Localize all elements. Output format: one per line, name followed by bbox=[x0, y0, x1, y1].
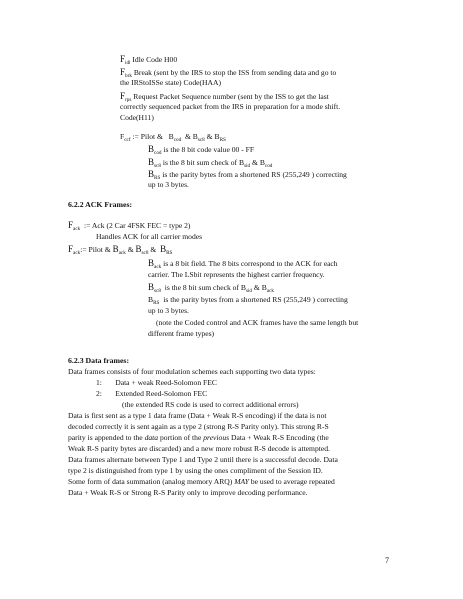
data-type-2: 2: Extended Reed-Solomon FEC bbox=[96, 389, 208, 398]
bcod-desc: $B_{cod}$ is the 8 bit code value 00 - FF bbox=[148, 144, 255, 156]
brs-ack-desc-1: $B_{RS}$ is the parity bytes from a shortened RS (255,249 ) correcting bbox=[148, 295, 348, 306]
rps-line-2: correctly sequenced packet from the IRS in preparation for a mode shift. bbox=[120, 102, 341, 111]
para-line-4: Weak R-S parity bytes are discarded) and a new more robust R-S decode is attempted. bbox=[68, 444, 330, 453]
break-code-line-1: $F_{brk}$ Break (sent by the IRS to stop the ISS from sending data and go to bbox=[120, 67, 337, 79]
fack-definition: $F_{ack}$ := Ack (2 Car 4FSK FEC = type 2) bbox=[68, 220, 191, 232]
section-heading-ack: 6.2.2 ACK Frames: bbox=[68, 200, 133, 209]
brs-ack-desc-2: up to 3 bytes. bbox=[148, 306, 189, 315]
back-desc-2: carrier. The LSbit represents the highest carrier frequency. bbox=[148, 270, 325, 279]
data-type-1: 1: Data + weak Reed-Solomon FEC bbox=[96, 378, 217, 387]
fack-composition: $F_{ack}:=$ Pilot & $B_{ack}$ & $B_{sc8}$ & $B_{RS}$ bbox=[68, 244, 173, 256]
para-line-3: parity is appended to the data portion of the previous Data + Weak R-S Encoding (the bbox=[68, 433, 329, 442]
para-line-8: Data + Weak R-S or Strong R-S Parity only to improve decoding performance. bbox=[68, 488, 308, 497]
brs-desc-1: $B_{RS}$ is the parity bytes from a shortened RS (255,249 ) correcting bbox=[148, 169, 347, 181]
section-heading-data: 6.2.3 Data frames: bbox=[68, 356, 130, 365]
para-line-5: Data frames alternate between Type 1 and Type 2 until there is a successful decode. Data bbox=[68, 455, 338, 464]
page-number: 7 bbox=[385, 555, 389, 565]
fccf-definition: $F_{ccf}$ := Pilot & $B_{cod}$ & $B_{sc8}$ & $B_{RS}$ bbox=[120, 132, 226, 143]
back-desc-1: $B_{ack}$ is a 8 bit field. The 8 bits correspond to the ACK for each bbox=[148, 258, 338, 270]
para-line-7: Some form of data summation (analog memory ARQ) MAY be used to average repeated bbox=[68, 477, 335, 486]
bsc8-desc: $B_{sc8}$ is the 8 bit sum check of $B_{sid}$ & $B_{cod}$ bbox=[148, 157, 273, 169]
para-line-1: Data is first sent as a type 1 data frame (Data + Weak R-S encoding) if the data is not bbox=[68, 411, 327, 420]
brs-desc-2: up to 3 bytes. bbox=[148, 180, 189, 189]
rps-line-3: Code(H11) bbox=[120, 113, 154, 122]
rps-line-1: $F_{rps}$ Request Packet Sequence number (sent by the ISS to get the last bbox=[120, 91, 329, 103]
fack-handles: Handles ACK for all carrier modes bbox=[96, 232, 203, 241]
ack-note-2: different frame types) bbox=[148, 329, 215, 338]
para-line-2: decoded correctly it is sent again as a type 2 (strong R-S Parity only). This strong R-S bbox=[68, 422, 329, 431]
data-type-note: (the extended RS code is used to correct additional errors) bbox=[122, 400, 299, 409]
data-intro: Data frames consists of four modulation schemes each supporting two data types: bbox=[68, 367, 316, 376]
break-code-line-2: the IRStoISSe state) Code(HAA) bbox=[120, 78, 222, 87]
para-line-6: type 2 is distinguished from type 1 by using the ones compliment of the Session ID. bbox=[68, 466, 323, 475]
ack-note-1: (note the Coded control and ACK frames have the same length but bbox=[156, 318, 359, 327]
idle-code-line: $F_{idl}$ Idle Code H00 bbox=[120, 54, 178, 66]
bsc8-ack-desc: $B_{sc8}$ is the 8 bit sum check of $B_{sid}$ & $B_{ack}$ bbox=[148, 282, 274, 294]
